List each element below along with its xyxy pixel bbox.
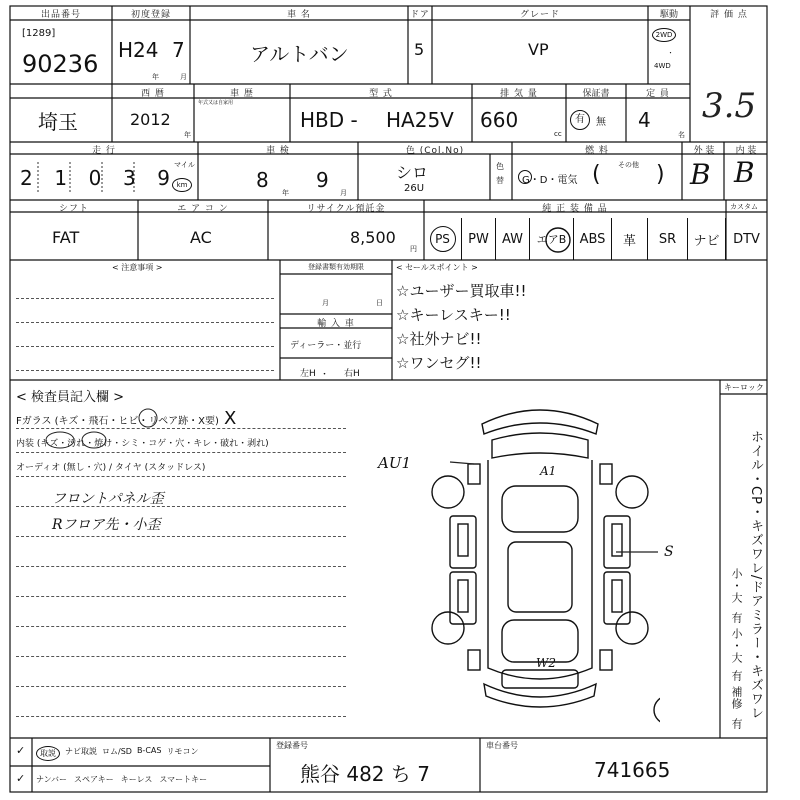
side-scale-2: 小・大 [730, 628, 743, 664]
inspector-line [16, 686, 346, 687]
equip-label: PS [430, 226, 456, 252]
fuel-options: G・D・電気 [522, 175, 578, 186]
exterior-header: 外 装 [693, 146, 715, 156]
option-remote: リモコン [166, 747, 199, 756]
grade: VP [528, 40, 549, 59]
shaken-header: 車 検 [266, 146, 290, 156]
inspector-marks [40, 404, 270, 454]
option-manual: 取説 [36, 746, 60, 761]
chassis-header: 車 歴 [230, 89, 254, 99]
inspector-line [16, 596, 346, 597]
mileage-digit: 3 [122, 166, 136, 190]
svg-text:X: X [224, 408, 237, 429]
vin-header: 車台番号 [486, 741, 518, 750]
cancel-header: カスタム [730, 203, 758, 211]
score-value: 3.5 [702, 86, 757, 126]
capacity-header: 定 員 [646, 89, 670, 99]
model-header: 型 式 [369, 89, 393, 99]
option-keyless: キーレス [120, 775, 153, 784]
handle-sep: ・ [320, 370, 330, 380]
model-code: HA25V [386, 108, 454, 132]
sales-point: ☆社外ナビ!! [396, 330, 482, 348]
fuel-other: その他 [618, 161, 639, 169]
inspector-line [16, 566, 346, 567]
sales-header: < セールスポイント > [396, 263, 478, 272]
mileage-dividers [14, 160, 174, 194]
equip-leather [612, 218, 648, 260]
side-has-2: 有 [730, 670, 743, 682]
option-smart-key: スマートキー [159, 775, 208, 784]
sales-point: ☆ユーザー買取車!! [396, 282, 527, 300]
doc-day: 日 [376, 299, 383, 307]
right-handle: 右H [344, 369, 360, 379]
drive-header: 駆動 [659, 10, 678, 20]
region: 埼玉 [38, 110, 78, 134]
recycle-yen: 円 [410, 245, 417, 253]
glass-line: Fガラス (キズ・飛石・ヒビ・リペア跡・X要) [16, 416, 219, 427]
lot-prefix: [1289] [22, 28, 56, 39]
color-change: 色替 [496, 162, 504, 185]
equip-label: AW [501, 231, 524, 247]
equip-label: PW [468, 231, 489, 247]
equip-dtv [726, 218, 767, 260]
caution-line [16, 298, 274, 299]
first-reg-header: 初度登録 [130, 10, 171, 20]
option-navi-manual: ナビ取説 [65, 747, 97, 756]
shaken-tsuki: 月 [340, 189, 347, 197]
drive-2wd: 2WD [652, 28, 676, 42]
vin: 741665 [594, 758, 671, 782]
sales-point: ☆キーレスキー!! [396, 306, 511, 324]
nen-label: 年 [152, 73, 159, 81]
displacement: 660 [480, 108, 519, 132]
airbag-circle [544, 226, 572, 254]
keylock-header: キーロック [724, 383, 764, 392]
mileage-digit: 1 [54, 166, 68, 190]
equip-label: ABS [579, 231, 606, 247]
era-year: H24 [118, 38, 159, 62]
color-name: シロ [396, 163, 429, 182]
reg-month: 7 [172, 38, 185, 62]
doc-deadline-header: 登録書類有効期限 [308, 263, 364, 271]
color-code: 26U [404, 183, 425, 194]
side-has-1: 有 [730, 612, 743, 624]
year-nen: 年 [184, 131, 191, 139]
interior-header: 内 装 [735, 146, 757, 156]
car-name: アルトバン [250, 42, 349, 66]
equip-label: 革 [622, 233, 636, 249]
western-year-header: 西 暦 [141, 89, 165, 99]
aircon-value: AC [190, 228, 212, 247]
side-repair: 補修 [730, 686, 743, 710]
left-handle: 左H [300, 369, 316, 379]
equip-ps [424, 218, 462, 260]
fuel-paren-close: ) [656, 162, 665, 187]
capacity-mei: 名 [678, 131, 685, 139]
car-name-header: 車 名 [287, 10, 311, 20]
score-header: 評 価 点 [710, 10, 748, 20]
inspector-note: フロントパネル歪 [52, 491, 164, 507]
grade-header: グレード [519, 10, 560, 20]
equip-pw [462, 218, 496, 260]
door-header: ドア [410, 10, 430, 20]
chassis-note: 年式又は自家用 [198, 100, 234, 106]
reg-no-header: 登録番号 [276, 741, 308, 750]
caution-line [16, 370, 274, 371]
warranty-no: 無 [596, 117, 606, 128]
equip-label: DTV [733, 231, 760, 247]
equip-label: ナビ [693, 233, 720, 249]
lot-number: 90236 [22, 50, 99, 78]
wheel-mirror-text: ホイル・CP・キズワレ/ドアミラー・キズワレ [748, 430, 763, 721]
interior-line: 内装 (キズ・汚れ・焼け・シミ・コゲ・穴・キレ・破れ・剥れ) [16, 439, 269, 449]
mileage-digit: 2 [20, 166, 33, 190]
equip-label: SR [658, 231, 677, 247]
caution-header: < 注意事項 > [112, 263, 163, 272]
aircon-header: エ ア コ ン [177, 204, 229, 214]
exterior-grade: B [690, 158, 711, 191]
option-plate: ナンバー [36, 775, 68, 784]
capacity: 4 [638, 108, 651, 132]
mark-s: S [664, 544, 674, 560]
fuel-paren-open: ( [592, 162, 601, 187]
lot-no-header: 出品番号 [40, 10, 81, 20]
sales-point: ☆ワンセグ!! [396, 354, 482, 372]
inspector-line [16, 716, 346, 717]
mark-au1: AU1 [378, 454, 412, 472]
equip-navi [688, 218, 726, 260]
side-scale-1: 小・大 [730, 568, 743, 604]
mileage-digit: 0 [88, 166, 102, 190]
interior-grade: B [734, 156, 755, 189]
audio-tire-line: オーディオ (無し・穴) / タイヤ (スタッドレス) [16, 463, 206, 473]
inspector-line [16, 476, 346, 477]
inspector-line [16, 626, 346, 627]
option-rom-sd: ロム/SD [102, 747, 132, 756]
mark-w2: W2 [536, 656, 556, 670]
import-header: 輸 入 車 [317, 319, 355, 329]
shaken-month: 9 [316, 168, 329, 192]
equip-label: エアB [536, 233, 567, 246]
model-prefix: HBD - [300, 108, 358, 132]
option-bcas: B-CAS [136, 746, 162, 755]
footer-check: ✓ [16, 772, 26, 785]
options-row-1 [36, 746, 270, 761]
options-row-2 [36, 774, 270, 785]
mileage-header: 走 行 [92, 146, 116, 156]
caution-line [16, 322, 274, 323]
warranty-header: 保証書 [582, 89, 610, 99]
color-header: 色 (Col.No) [405, 146, 465, 156]
equip-sr [648, 218, 688, 260]
recycle-header: リサイクル預託金 [306, 204, 386, 214]
side-has-3: 有 [730, 718, 743, 730]
dealer-parallel: ディーラー・並行 [290, 341, 362, 351]
caution-line [16, 346, 274, 347]
inspector-line [16, 656, 346, 657]
fuel-header: 燃 料 [585, 146, 609, 156]
mile-label: マイル [174, 161, 195, 169]
drive-4wd: 4WD [654, 62, 671, 70]
tsuki-label: 月 [180, 73, 187, 81]
inspector-line [16, 536, 346, 537]
equip-aw [496, 218, 530, 260]
displacement-header: 排 気 量 [500, 89, 538, 99]
equipment-header: 純 正 装 備 品 [542, 204, 608, 214]
inspector-line [16, 506, 346, 507]
option-spare-key: スペアキー [74, 775, 114, 784]
inspector-note: Rフロア先・小歪 [52, 517, 161, 533]
cc-label: cc [554, 130, 562, 138]
doc-month: 月 [322, 299, 329, 307]
mark-a1: A1 [540, 464, 557, 478]
mileage-digit: 9 [157, 166, 170, 190]
equip-abs [574, 218, 612, 260]
drive-dot: ・ [667, 49, 674, 57]
warranty-yes: 有 [570, 110, 590, 130]
shaken-nen: 年 [282, 189, 289, 197]
doors: 5 [414, 40, 425, 59]
recycle-value: 8,500 [350, 228, 396, 247]
shift-header: シフト [58, 204, 89, 214]
shift-value: FAT [52, 228, 80, 247]
km-label: km [172, 178, 192, 192]
footer-check: ✓ [16, 744, 26, 757]
year: 2012 [130, 110, 171, 129]
shaken-year: 8 [256, 168, 269, 192]
car-diagram [420, 400, 660, 730]
reg-no: 熊谷 482 ち 7 [300, 762, 430, 786]
inspector-header: < 検査員記入欄 > [16, 390, 125, 405]
